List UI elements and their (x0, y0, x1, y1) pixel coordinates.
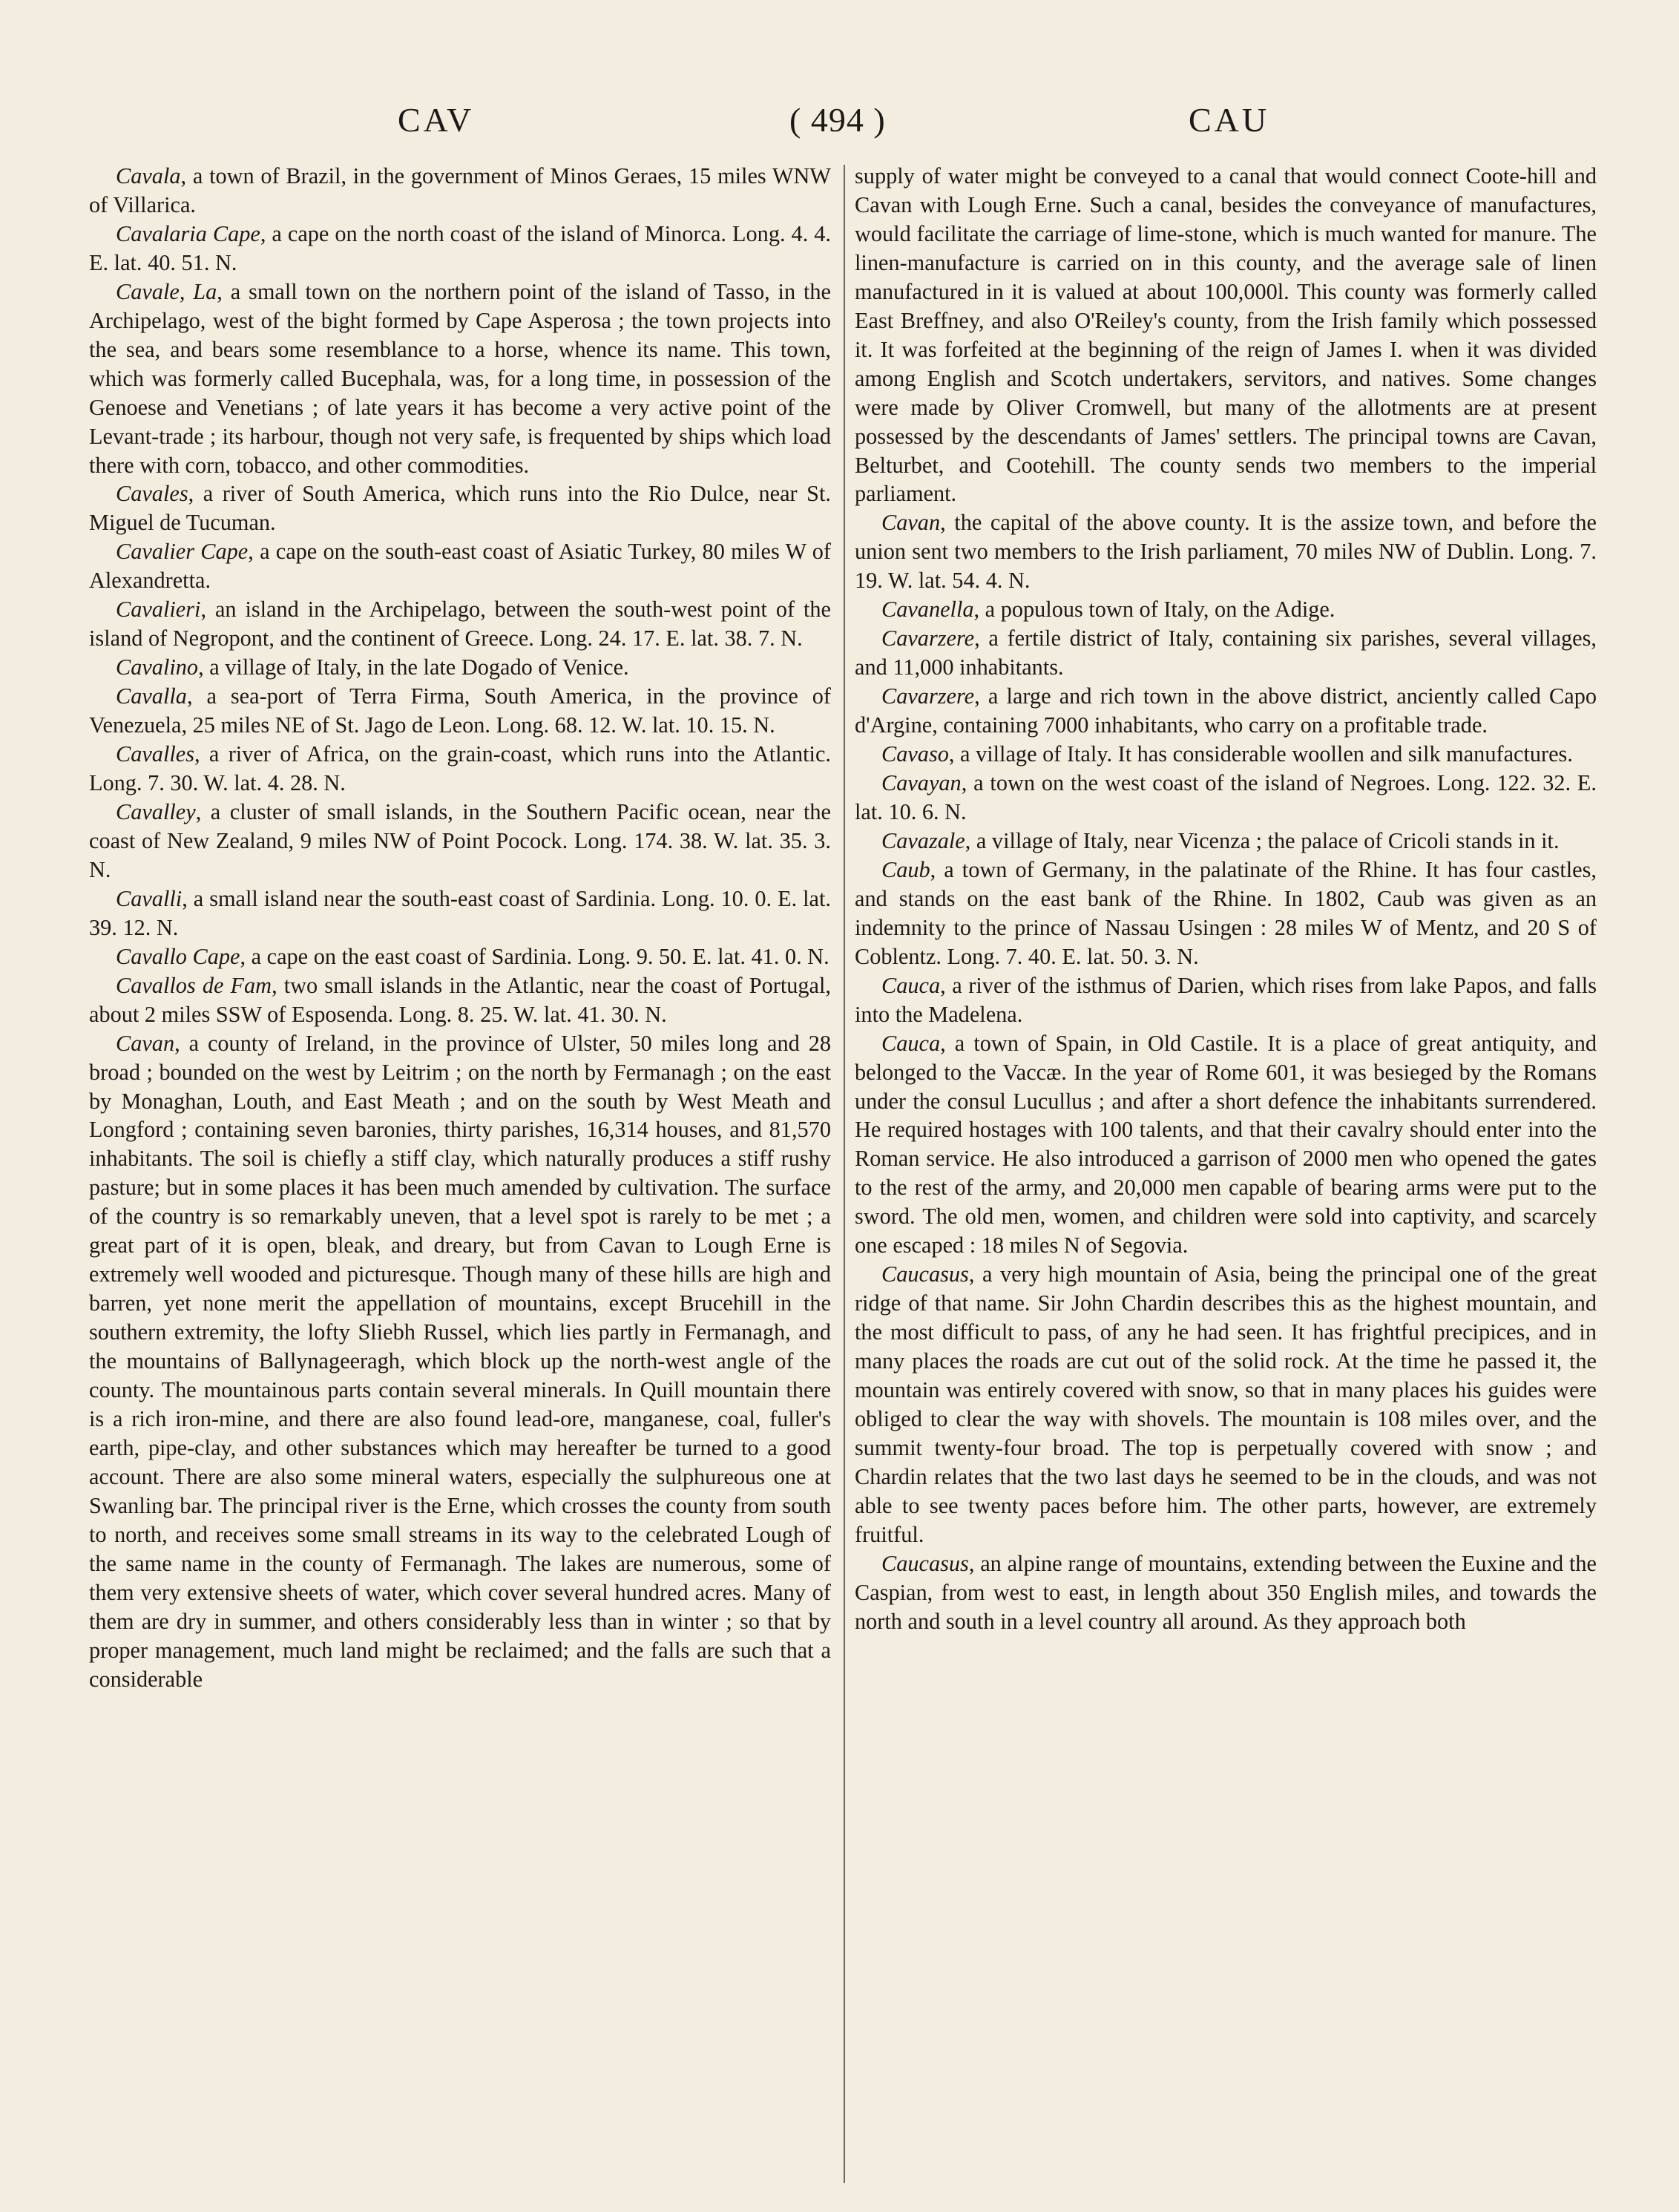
entry-text: supply of water might be conveyed to a canal that would connect Coote-hill and Cavan with Lough Erne. Such a canal, besides the conveyance of manufactures, would facilitate the carriage of lime-stone, which is much wanted for manure. The linen-manufacture is carried on in this county, and the average sale of linen manufactured in it is valued at about 100,000l. This county was formerly called East Breffney, and also O'Reiley's county, from the Irish family which possessed it. It was forfeited at the beginning of the reign of James I. when it was divided among English and Scotch undertakers, servitors, and natives. Some changes were made by Oliver Cromwell, but many of the allotments are at present possessed by the descendants of James' settlers. The principal towns are Cavan, Belturbet, and Cootehill. The county sends two members to the imperial parliament. (855, 163, 1597, 507)
entry-headword: Cavan (881, 510, 941, 536)
entry-headword: Cavalley (116, 798, 196, 824)
entry-text: , a cape on the east coast of Sardinia. Long. 9. 50. E. lat. 41. 0. N. (240, 943, 829, 969)
gazetteer-entry (855, 682, 1597, 740)
gazetteer-entry (89, 740, 831, 798)
entry-text: , a very high mountain of Asia, being the principal one of the great ridge of that name. Sir John Chardin describes this as the highest mountain, and the most difficult to pass, of any he had seen. It has frightful precipices, and in many places the roads are cut out of the solid rock. At the time he passed it, the mountain was entirely covered with snow, so that in many places his guides were obliged to clear the way with shovels. The mountain is 108 miles over, and the summit twenty-four broad. The top is perpetually covered with snow ; and Chardin relates that the two last days he seemed to be in the clouds, and was not able to see twenty paces before him. The other parts, however, are extremely fruitful. (855, 1261, 1597, 1547)
entry-text: , a cluster of small islands, in the Southern Pacific ocean, near the coast of New Zealand, 9 miles NW of Point Pocock. Long. 174. 38. W. lat. 35. 3. N. (89, 798, 831, 882)
entry-headword: Cavala (116, 163, 181, 188)
gazetteer-entry (89, 537, 831, 595)
gazetteer-entry (855, 971, 1597, 1029)
entry-headword: Cavallo Cape (116, 943, 240, 969)
entry-text: , a town of Brazil, in the government of Minos Geraes, 15 miles WNW of Villarica. (89, 163, 831, 217)
entry-text: , a village of Italy. It has considerable woollen and silk manufactures. (948, 741, 1573, 767)
entry-headword: Cavan (116, 1030, 175, 1056)
entry-headword: Cavalieri (116, 597, 201, 623)
gazetteer-entry (89, 653, 831, 682)
gazetteer-entry (89, 942, 831, 971)
gazetteer-entry (855, 856, 1597, 971)
entry-text: , an island in the Archipelago, between the south-west point of the island of Negropont, and the continent of Greece. Long. 24. 17. E. lat. 38. 7. N. (89, 597, 831, 652)
gazetteer-entry (855, 827, 1597, 856)
gazetteer-entry (89, 220, 831, 278)
entry-headword: Caub (881, 856, 930, 882)
entry-text: , a county of Ireland, in the province of Ulster, 50 miles long and 28 broad ; bounded on the west by Leitrim ; on the north by Fermanagh ; on the east by Monaghan, Louth, and East Meath ; and on the south by West Meath and Longford ; containing seven baronies, thirty parishes, 16,314 houses, and 81,570 inhabitants. The soil is chiefly a stiff clay, which naturally produces a stiff rushy pasture; but in some places it has been much amended by cultivation. The surface of the country is so remarkably uneven, that a level spot is rarely to be met ; a great part of it is open, bleak, and dreary, but from Cavan to Lough Erne is extremely well wooded and picturesque. Though many of these hills are high and barren, yet none merit the appellation of mountains, except Brucehill in the southern extremity, the lofty Sliebh Russel, which lies partly in Fermanagh, and the mountains of Ballynageeragh, which block up the north-west angle of the county. The mountainous parts contain several minerals. In Quill mountain there is a rich iron-mine, and there are also found lead-ore, manganese, coal, fuller's earth, pipe-clay, and other substances which may hereafter be turned to a good account. There are also some mineral waters, especially the sulphureous one at Swanling bar. The principal river is the Erne, which crosses the county from south to north, and receives some small streams in its way to the celebrated Lough of the same name in the county of Fermanagh. The lakes are numerous, some of them very extensive sheets of water, which cover several hundred acres. Many of them are dry in summer, and others considerably less than in winter ; so that by proper management, much land might be reclaimed; and the falls are such that a considerable (89, 1030, 831, 1692)
gazetteer-entry (855, 1029, 1597, 1261)
gazetteer-entry (89, 798, 831, 885)
entry-text: , a village of Italy, in the late Dogado of Venice. (198, 654, 629, 680)
gazetteer-entry (855, 595, 1597, 624)
entry-text: , a small town on the northern point of the island of Tasso, in the Archipelago, west of the bight formed by Cape Asperosa ; the town projects into the sea, and bears some resemblance to a horse, whence its name. This town, which was formerly called Bucephala, was, for a long time, in possession of the Genoese and Venetians ; of late years it has become a very active point of the Levant-trade ; its harbour, though not very safe, is frequented by ships which load there with corn, tobacco, and other commodities. (89, 278, 831, 478)
entry-headword: Cavazale (881, 827, 965, 853)
gazetteer-entry (89, 162, 831, 220)
entry-headword: Cavalaria Cape (116, 220, 260, 246)
gazetteer-entry (855, 1260, 1597, 1549)
gazetteer-entry (855, 769, 1597, 827)
entry-headword: Cavalino (116, 654, 199, 680)
entry-text: , a cape on the north coast of the island of Minorca. Long. 4. 4. E. lat. 40. 51. N. (89, 220, 831, 275)
entry-text: , a river of Africa, on the grain-coast, which runs into the Atlantic. Long. 7. 30. W. lat. 4. 28. N. (89, 741, 831, 796)
entry-headword: Cavalles (116, 741, 195, 767)
gazetteer-entry (89, 971, 831, 1029)
header-right-word: CAU (1189, 101, 1270, 139)
gazetteer-entry (855, 162, 1597, 508)
entry-headword: Caucasus (881, 1550, 969, 1576)
entry-headword: Cauca (881, 972, 941, 998)
entry-text: , a sea-port of Terra Firma, South America, in the province of Venezuela, 25 miles NE of St. Jago de Leon. Long. 68. 12. W. lat. 10. 15. N. (89, 683, 831, 738)
entry-headword: Cavales (116, 481, 188, 507)
entry-headword: Cauca (881, 1030, 941, 1056)
header-left-word: CAV (398, 101, 475, 139)
entry-text: , a populous town of Italy, on the Adige. (973, 597, 1335, 623)
entry-text: , a town of Spain, in Old Castile. It is a place of great antiquity, and belonged to the Vaccæ. In the year of Rome 601, it was besieged by the Romans under the consul Lucullus ; and after a short defence the inhabitants surrendered. He required hostages with 100 talents, and that their cavalry should enter into the Roman service. He also introduced a garrison of 2000 men who opened the gates to the rest of the army, and 20,000 men capable of bearing arms were put to the sword. The old men, women, and children were sold into captivity, and scarcely one escaped : 18 miles N of Segovia. (855, 1030, 1597, 1258)
entry-headword: Cavarzere (881, 626, 975, 652)
entry-text: , a river of the isthmus of Darien, which rises from lake Papos, and falls into the Madelena. (855, 972, 1597, 1027)
gazetteer-entry (89, 479, 831, 537)
entry-headword: Cavale, La (116, 278, 217, 304)
page-number: ( 494 ) (789, 101, 886, 139)
entry-text: , a fertile district of Italy, containing six parishes, several villages, and 11,000 inhabitants. (855, 626, 1597, 680)
entry-headword: Cavallos de Fam (116, 972, 272, 998)
entry-headword: Cavanella (881, 597, 974, 623)
entry-text: , a village of Italy, near Vicenza ; the palace of Cricoli stands in it. (965, 827, 1560, 853)
entry-text: , a cape on the south-east coast of Asiatic Turkey, 80 miles W of Alexandretta. (89, 539, 831, 594)
column-divider (844, 165, 845, 2183)
right-column (855, 162, 1597, 1636)
gazetteer-entry (89, 885, 831, 942)
entry-text: , two small islands in the Atlantic, near the coast of Portugal, about 2 miles SSW of Esposenda. Long. 8. 25. W. lat. 41. 30. N. (89, 972, 831, 1027)
entry-headword: Cavalli (116, 885, 183, 911)
running-header (0, 100, 1679, 152)
gazetteer-entry (89, 278, 831, 480)
entry-text: , a small island near the south-east coast of Sardinia. Long. 10. 0. E. lat. 39. 12. N. (89, 885, 831, 940)
entry-text: , the capital of the above county. It is the assize town, and before the union sent two members to the Irish parliament, 70 miles NW of Dublin. Long. 7. 19. W. lat. 54. 4. N. (855, 510, 1597, 594)
entry-headword: Cavayan (881, 770, 962, 796)
entry-text: , a large and rich town in the above district, anciently called Capo d'Argine, containing 7000 inhabitants, who carry on a profitable trade. (855, 683, 1597, 738)
gazetteer-entry (855, 740, 1597, 769)
gazetteer-entry (855, 508, 1597, 595)
entry-text: , a town of Germany, in the palatinate of the Rhine. It has four castles, and stands on the east bank of the Rhine. In 1802, Caub was given as an indemnity to the prince of Nassau Usingen : 28 miles W of Mentz, and 20 S of Coblentz. Long. 7. 40. E. lat. 50. 3. N. (855, 856, 1597, 969)
gazetteer-entry (89, 1029, 831, 1694)
entry-text: , a town on the west coast of the island of Negroes. Long. 122. 32. E. lat. 10. 6. N. (855, 770, 1597, 824)
gazetteer-entry (89, 682, 831, 740)
left-column (89, 162, 831, 1694)
entry-headword: Cavalla (116, 683, 187, 709)
entry-headword: Cavalier Cape (116, 539, 249, 565)
entry-headword: Caucasus (881, 1261, 969, 1287)
gazetteer-entry (89, 595, 831, 653)
gazetteer-entry (855, 1549, 1597, 1636)
gazetteer-entry (855, 624, 1597, 682)
entry-headword: Cavarzere (881, 683, 975, 709)
entry-headword: Cavaso (881, 741, 949, 767)
entry-text: , a river of South America, which runs into the Rio Dulce, near St. Miguel de Tucuman. (89, 481, 831, 536)
entry-text: , an alpine range of mountains, extending between the Euxine and the Caspian, from west to east, in length about 350 English miles, and towards the north and south in a level country all around. As they approach both (855, 1550, 1597, 1634)
